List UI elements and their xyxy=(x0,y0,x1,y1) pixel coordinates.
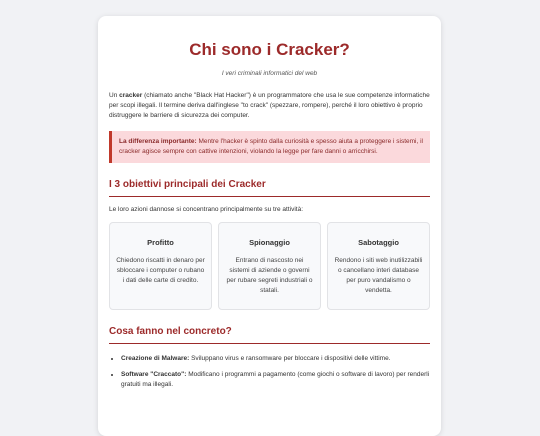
objective-card-profit xyxy=(109,222,212,310)
objectives-grid xyxy=(109,222,430,310)
intro-paragraph xyxy=(109,91,430,121)
intro-post: (chiamato anche "Black Hat Hacker") è un programmatore che usa le sue competenze informatiche per scopi illegali. Il termine deriva dall'inglese "to crack" (spezzare, rompere), perché il loro obiettivo è proprio distruggere le barriere di sicurezza dei computer. xyxy=(109,92,430,119)
list-item-label: Software "Craccato": xyxy=(121,371,187,378)
objective-card-text: Chiedono riscatti in denaro per sbloccare i computer o rubano i dati delle carte di credito. xyxy=(116,257,205,284)
objective-card-espionage xyxy=(218,222,321,310)
objectives-lead: Le loro azioni dannose si concentrano principalmente su tre attività: xyxy=(109,206,304,213)
alert-label: La differenza importante: xyxy=(119,138,197,145)
list-item xyxy=(121,354,430,364)
section-heading-activities: Cosa fanno nel concreto? xyxy=(109,326,430,344)
objective-card-text: Rendono i siti web inutilizzabili o cancellano interi database per puro vandalismo o vendetta. xyxy=(334,257,423,294)
intro-term: cracker xyxy=(119,92,143,99)
alert-text: Mentre l'hacker è spinto dalla curiosità e spesso aiuta a proteggere i sistemi, il cracker agisce sempre con cattive intenzioni, violando la legge per fare danni o arricchirsi. xyxy=(119,138,423,155)
page-title: Chi sono i Cracker? xyxy=(189,40,350,59)
objective-card-title: Profitto xyxy=(147,238,174,247)
list-item-text: Sviluppano virus e ransomware per bloccare i dispositivi delle vittime. xyxy=(189,355,391,362)
list-item-text: Modificano i programmi a pagamento (come giochi o software di lavoro) per renderli gratuiti ma illegali. xyxy=(121,371,430,388)
intro-pre: Un xyxy=(109,92,120,99)
objective-card-title: Sabotaggio xyxy=(358,238,399,247)
difference-alert xyxy=(109,131,430,163)
list-item-label: Creazione di Malware: xyxy=(121,355,190,362)
objective-card-text: Entrano di nascosto nei sistemi di aziende o governi per rubare segreti industriali o statali. xyxy=(226,257,313,294)
activities-list xyxy=(109,354,430,390)
objective-card-title: Spionaggio xyxy=(249,238,290,247)
list-item xyxy=(121,370,430,390)
content-card xyxy=(98,16,441,436)
section-heading-objectives: I 3 obiettivi principali dei Cracker xyxy=(109,179,430,197)
objective-card-sabotage xyxy=(327,222,430,310)
page-subtitle: I veri criminali informatici del web xyxy=(221,70,318,77)
